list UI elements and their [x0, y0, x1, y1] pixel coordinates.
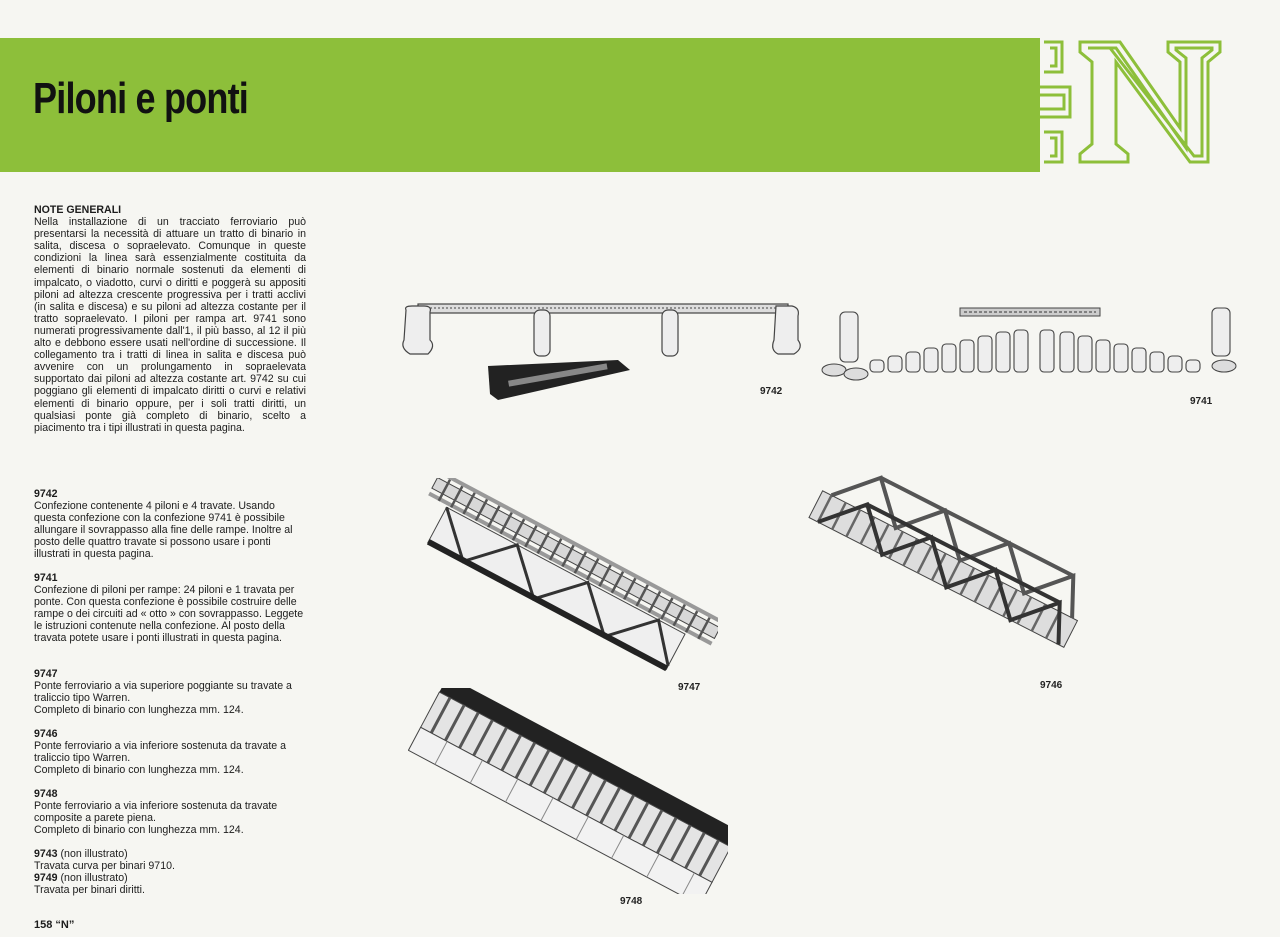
item-code: 9741 [34, 572, 58, 584]
item-code: 9747 [34, 668, 58, 680]
item-text: Confezione di piloni per rampe: 24 piloni e 1 travata per ponte. Con questa confezione è possibile costruire delle rampe o dei circuiti ad « otto » con sovrappasso. Leggete le istruzioni contenute nella confezione. Al posto della travata potete usare i ponti illustrati in questa pagina. [34, 584, 304, 645]
item-code: 9742 [34, 488, 58, 500]
n-logo [1040, 32, 1240, 172]
item-note: (non illustrato) [60, 848, 128, 860]
item-text-2: Completo di binario con lunghezza mm. 124. [34, 764, 244, 777]
item-code: 9749 [34, 872, 58, 885]
item-text: Ponte ferroviario a via superiore poggiante su travate a traliccio tipo Warren. [34, 680, 292, 705]
caption-9747: 9747 [678, 682, 701, 693]
general-notes [34, 204, 306, 434]
item-extra [34, 848, 306, 896]
item-9741 [34, 572, 306, 645]
item-9748 [34, 788, 306, 836]
item-text: Confezione contenente 4 piloni e 4 travate. Usando questa confezione con la confezione 9741 è possibile allungare il sovrappasso alla fine delle rampe. Inoltre al posto delle quattro travate si possono usare i ponti illustrati in questa pagina. [34, 500, 293, 561]
item-code: 9748 [34, 788, 58, 800]
item-code: 9743 [34, 848, 58, 860]
figure-9746 [796, 464, 1096, 650]
notes-heading: NOTE GENERALI [34, 204, 122, 216]
figure-9741 [820, 300, 1240, 386]
figure-9747 [408, 478, 718, 674]
item-note: (non illustrato) [60, 872, 128, 885]
caption-9742: 9742 [760, 386, 783, 397]
item-text: Ponte ferroviario a via inferiore sostenuta da travate a traliccio tipo Warren. [34, 740, 287, 765]
notes-body: Nella installazione di un tracciato ferroviario può presentarsi la necessità di attuare un tratto di binario in salita, discesa o sopraelevato. Comunque in queste condizioni la linea sarà essenzialmente costituita da elementi di binario normale sostenuti da elementi di impalcato, o viadotto, curvi o diritti e poggerà su appositi piloni ad altezza crescente progressiva per i tratti acclivi (in salita e discesa) e su piloni ad altezza costante per il tratto sopraelevato. I piloni per rampa art. 9741 sono numerati progressivamente dall'1, il più basso, al 12 il più alto e debbono essere usati nell'ordine di successione. Il collegamento tra i tratti di linea in salita e discesa può avvenire con un prolungamento in sopraelevata supportato dai piloni ad altezza costante art. 9742 su cui poggiano gli elementi di impalcato diritti o curvi e relativi elementi di binario oppure, per i soli tratti diritti, un qualsiasi ponte già completo di binario, scelto a piacimento tra i tipi illustrati in questa pagina. [34, 216, 306, 434]
caption-9746: 9746 [1040, 680, 1063, 691]
item-9742 [34, 488, 306, 561]
item-text: Travata curva per binari 9710. [34, 860, 175, 873]
page-title: Piloni e ponti [33, 74, 249, 123]
item-9746 [34, 728, 306, 776]
caption-9741: 9741 [1190, 396, 1213, 407]
item-text-2: Completo di binario con lunghezza mm. 124. [34, 824, 244, 837]
item-text: Travata per binari diritti. [34, 884, 145, 897]
figure-9742 [398, 296, 808, 408]
item-code: 9746 [34, 728, 58, 740]
item-text: Ponte ferroviario a via inferiore sostenuta da travate composite a parete piena. [34, 800, 278, 825]
figure-9748 [408, 688, 728, 894]
item-9747 [34, 668, 306, 716]
item-text-2: Completo di binario con lunghezza mm. 124. [34, 704, 244, 717]
caption-9748: 9748 [620, 896, 643, 907]
page-footer: 158 “N” [34, 919, 75, 931]
